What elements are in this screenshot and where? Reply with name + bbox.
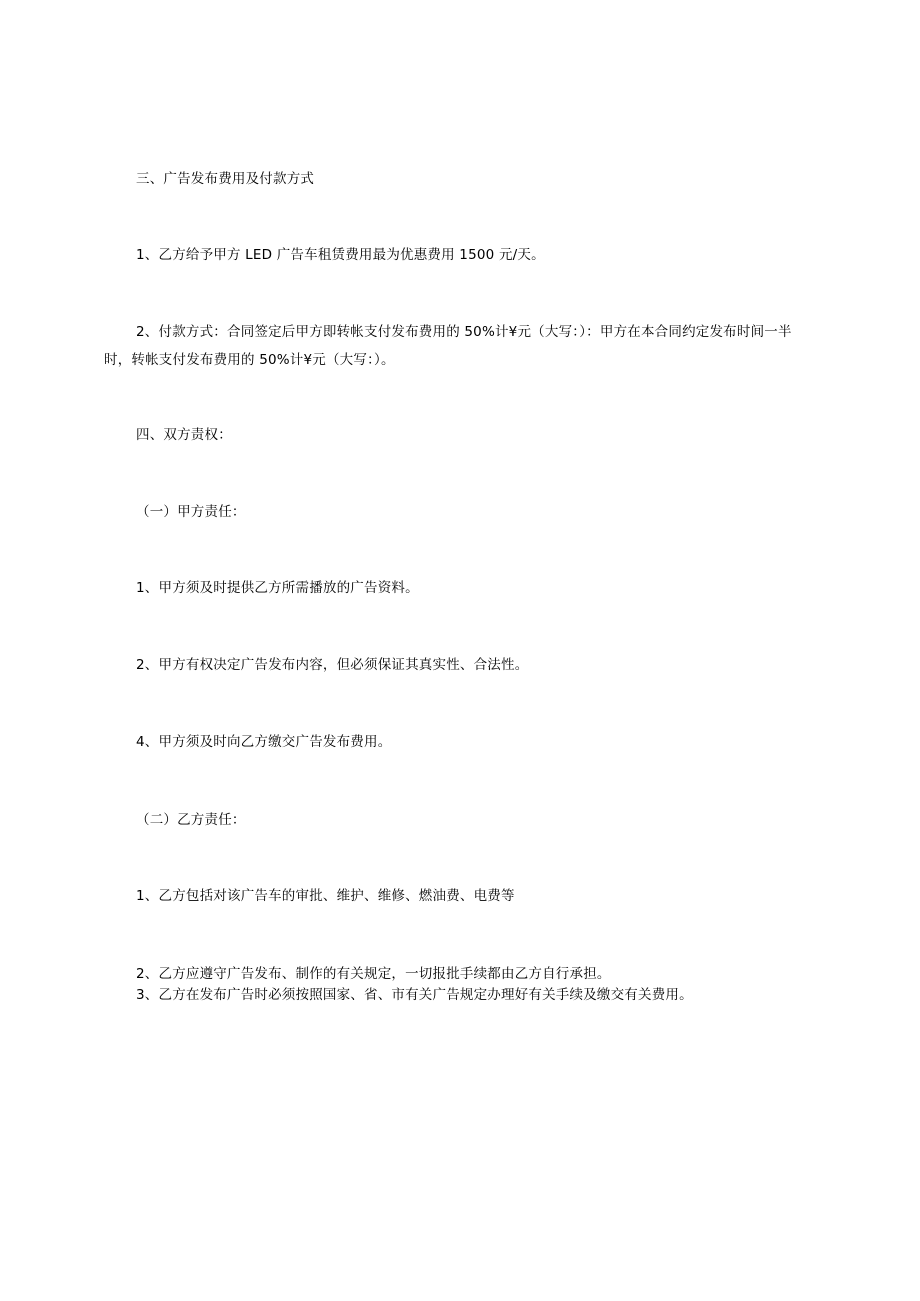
section-3-heading: 三、广告发布费用及付款方式 [136, 171, 315, 187]
section-3-item-1: 1、乙方给予甲方 LED 广告车租赁费用最为优惠费用 1500 元/天。 [136, 247, 545, 263]
party-b-heading: （二）乙方责任： [136, 812, 246, 828]
party-b-item-2: 2、乙方应遵守广告发布、制作的有关规定，一切报批手续都由乙方自行承担。 [136, 966, 611, 982]
party-a-item-2: 2、甲方有权决定广告发布内容，但必须保证其真实性、合法性。 [136, 657, 529, 673]
party-a-item-1: 1、甲方须及时提供乙方所需播放的广告资料。 [136, 580, 419, 596]
party-b-item-1: 1、乙方包括对该广告车的审批、维护、维修、燃油费、电费等 [136, 888, 515, 904]
party-b-item-3: 3、乙方在发布广告时必须按照国家、省、市有关广告规定办理好有关手续及缴交有关费用。 [136, 987, 693, 1003]
section-4-heading: 四、双方责权： [136, 427, 232, 443]
party-a-heading: （一）甲方责任： [136, 504, 246, 520]
section-3-item-2: 2、付款方式：合同签定后甲方即转帐支付发布费用的 50%计¥元（大写：）：甲方在本合同约定发布时间一半时，转帐支付发布费用的 50%计¥元（大写：）。 [104, 324, 792, 368]
party-a-item-4: 4、甲方须及时向乙方缴交广告发布费用。 [136, 734, 392, 750]
